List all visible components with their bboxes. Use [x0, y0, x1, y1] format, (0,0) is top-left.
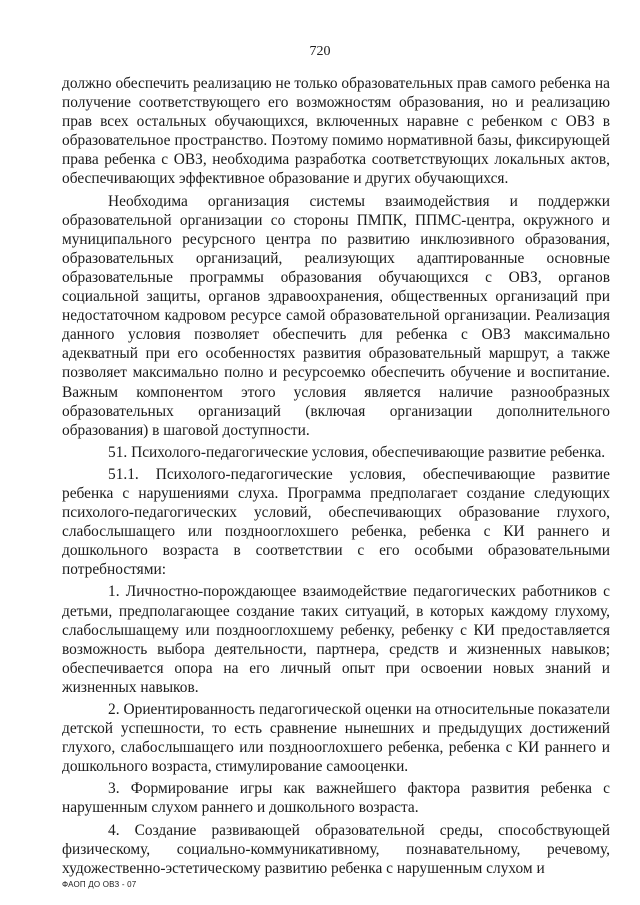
list-item-1: 1. Личностно-порождающее взаимодействие педагогических работников с детьми, предполагающее создание таких ситуаций, в которых каждому глухому, слабослышащему или позднооглохшему ребенку, ребенку с КИ предоставляется возможность выбора деятельности, партнера, средств и жизненных навыков; обеспечивается опора на его личный опыт при освоении новых знаний и жизненных навыков.	[62, 583, 610, 696]
list-item-3: 3. Формирование игры как важнейшего фактора развития ребенка с нарушенным слухом раннего и дошкольного возраста.	[62, 780, 610, 817]
paragraph-interaction-system: Необходима организация системы взаимодействия и поддержки образовательной организации со стороны ПМПК, ППМС-центра, окружного и муниципального ресурсного центра по развитию инклюзивного образования, образовательных организаций, реализующих адаптированные основные образовательные программы образования обучающихся с ОВЗ, органов социальной защиты, органов здравоохранения, общественных организаций при недостаточном кадровом ресурсе самой образовательной организации. Реализация данного условия позволяет обеспечить для ребенка с ОВЗ максимально адекватный при его особенностях развития образовательный маршрут, а также позволяет максимально полно и ресурсоемко обеспечить обучение и воспитание. Важным компонентом этого условия является наличие разнообразных образовательных организаций (включая организации дополнительного образования) в шаговой доступности.	[62, 192, 610, 439]
document-body	[62, 74, 610, 881]
page-number: 720	[309, 44, 331, 59]
list-item-2: 2. Ориентированность педагогической оценки на относительные показатели детской успешности, то есть сравнение нынешних и предыдущих достижений глухого, слабослышащего или позднооглохшего ребенка, ребенка с КИ раннего и дошкольного возраста, стимулирование самооценки.	[62, 701, 610, 776]
paragraph-continuation: должно обеспечить реализацию не только образовательных прав самого ребенка на получение соответствующего его возможностям образования, но и реализацию прав всех остальных обучающихся, включенных наравне с ребенком с ОВЗ в образовательное пространство. Поэтому помимо нормативной базы, фиксирующей права ребенка с ОВЗ, необходима разработка соответствующих локальных актов, обеспечивающих эффективное образование и других обучающихся.	[62, 75, 610, 188]
section-51-1: 51.1. Психолого-педагогические условия, обеспечивающие развитие ребенка с нарушениями слуха. Программа предполагает создание следующих психолого-педагогических условий, обеспечивающих образование глухого, слабослышащего или позднооглохшего ребенка, ребенка с КИ раннего и дошкольного возраста в соответствии с его особыми образовательными потребностями:	[62, 465, 610, 579]
document-footer: ФАОП ДО ОВЗ - 07	[62, 880, 137, 889]
list-item-4: 4. Создание развивающей образовательной среды, способствующей физическому, социально-коммуникативному, познавательному, речевому, художественно-эстетическому развитию ребенка с нарушенным слухом и	[62, 821, 610, 877]
section-heading-51: 51. Психолого-педагогические условия, обеспечивающие развитие ребенка.	[108, 443, 606, 461]
